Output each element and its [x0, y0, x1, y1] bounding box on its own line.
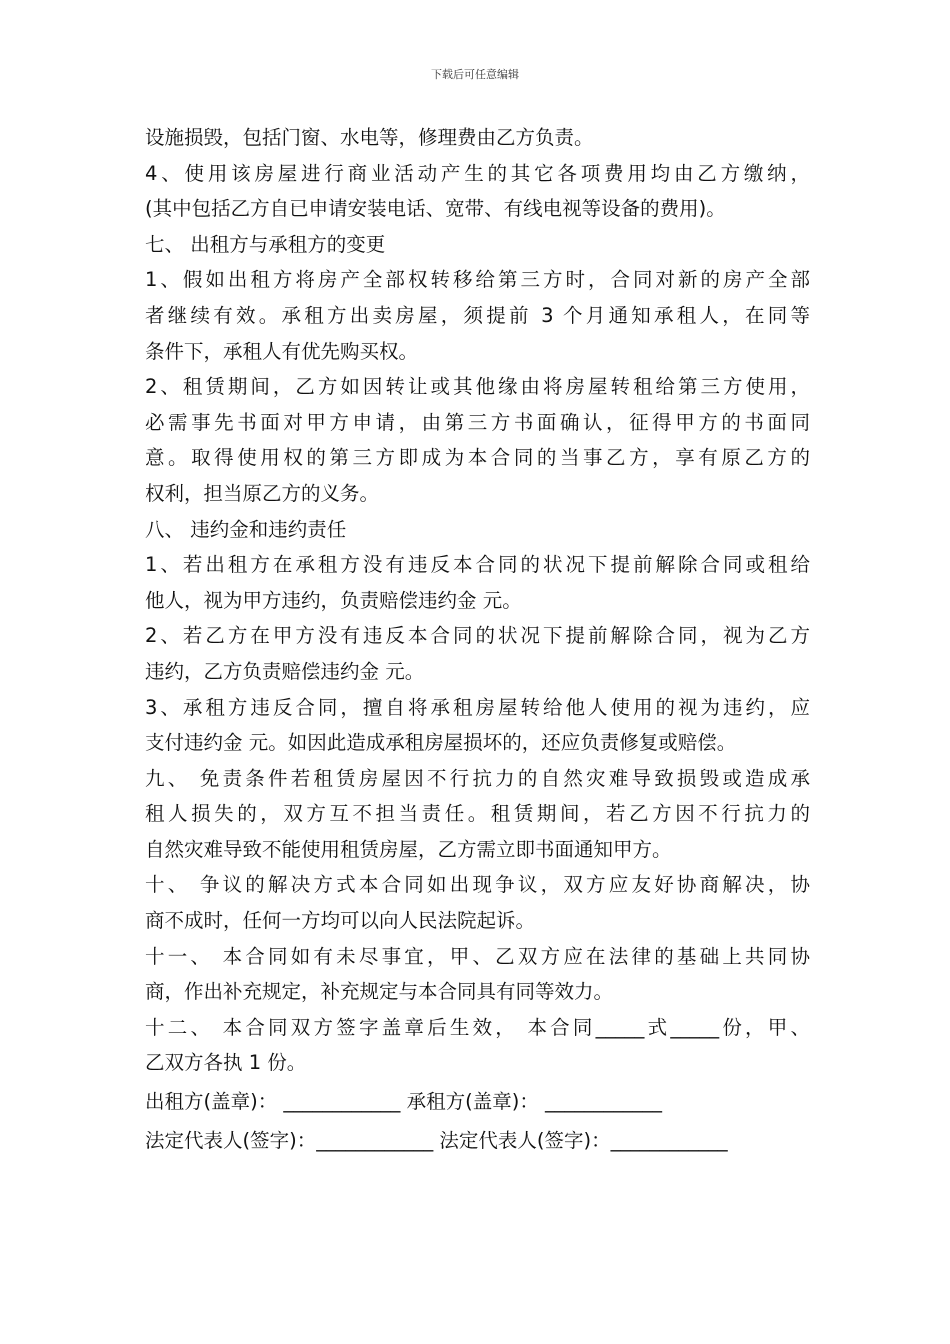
paragraph-line: 支付违约金 元。如因此造成承租房屋损坏的，还应负责修复或赔偿。 — [145, 731, 737, 755]
paragraph-line: 设施损毁，包括门窗、水电等，修理费由乙方负责。 — [145, 126, 594, 149]
paragraph-line: 2、租赁期间，乙方如因转让或其他缘由将房屋转租给第三方使用， — [145, 375, 810, 399]
paragraph-line: 违约，乙方负责赔偿违约金 元。 — [145, 659, 425, 683]
paragraph-line: 4、使用该房屋进行商业活动产生的其它各项费用均由乙方缴纳， — [145, 161, 810, 185]
paragraph-line: 他人，视为甲方违约，负责赔偿违约金 元。 — [145, 588, 522, 612]
section-heading: 八、 违约金和违约责任 — [145, 517, 347, 541]
paragraph-line: 1、假如出租方将房产全部权转移给第三方时，合同对新的房产全部 — [145, 268, 810, 292]
paragraph-line: 商不成时，任何一方均可以向人民法院起诉。 — [145, 909, 536, 933]
signature-line-lessor: 出租方(盖章)： ____________ 承租方(盖章)： ____________ — [145, 1090, 663, 1114]
paragraph-line: 九、 免责条件若租赁房屋因不行抗力的自然灾难导致损毁或造成承 — [145, 766, 810, 790]
signature-line-representative: 法定代表人(签字)：____________ 法定代表人(签字)：____________ — [145, 1129, 728, 1153]
paragraph-line: 十二、 本合同双方签字盖章后生效， 本合同_____式_____份，甲、 — [145, 1015, 810, 1039]
paragraph-line: 十一、 本合同如有未尽事宜，甲、乙双方应在法律的基础上共同协 — [145, 944, 810, 968]
paragraph-line: 2、若乙方在甲方没有违反本合同的状况下提前解除合同，视为乙方 — [145, 624, 810, 648]
paragraph-line: 必需事先书面对甲方申请，由第三方书面确认，征得甲方的书面同 — [145, 410, 810, 434]
paragraph-line: 租人损失的，双方互不担当责任。租赁期间，若乙方因不行抗力的 — [145, 802, 810, 826]
paragraph-line: 1、若出租方在承租方没有违反本合同的状况下提前解除合同或租给 — [145, 553, 810, 577]
paragraph-line: 意。取得使用权的第三方即成为本合同的当事乙方，享有原乙方的 — [145, 446, 810, 470]
page-header: 下载后可任意编辑 — [431, 68, 519, 81]
paragraph-line: 十、 争议的解决方式本合同如出现争议，双方应友好协商解决，协 — [145, 873, 810, 897]
paragraph-line: 乙双方各执 1 份。 — [145, 1051, 307, 1075]
contract-body — [145, 120, 810, 1159]
paragraph-line: 自然灾难导致不能使用租赁房屋，乙方需立即书面通知甲方。 — [145, 837, 672, 861]
paragraph-line: 3、承租方违反合同，擅自将承租房屋转给他人使用的视为违约，应 — [145, 695, 810, 719]
paragraph-line: 权利，担当原乙方的义务。 — [145, 481, 380, 505]
section-heading: 七、 出租方与承租方的变更 — [145, 232, 386, 256]
paragraph-line: (其中包括乙方自已申请安装电话、宽带、有线电视等设备的费用)。 — [145, 197, 726, 221]
paragraph-line: 条件下，承租人有优先购买权。 — [145, 339, 419, 363]
paragraph-line: 商，作出补充规定，补充规定与本合同具有同等效力。 — [145, 980, 614, 1004]
paragraph-line: 者继续有效。承租方出卖房屋，须提前 3 个月通知承租人，在同等 — [145, 303, 810, 327]
